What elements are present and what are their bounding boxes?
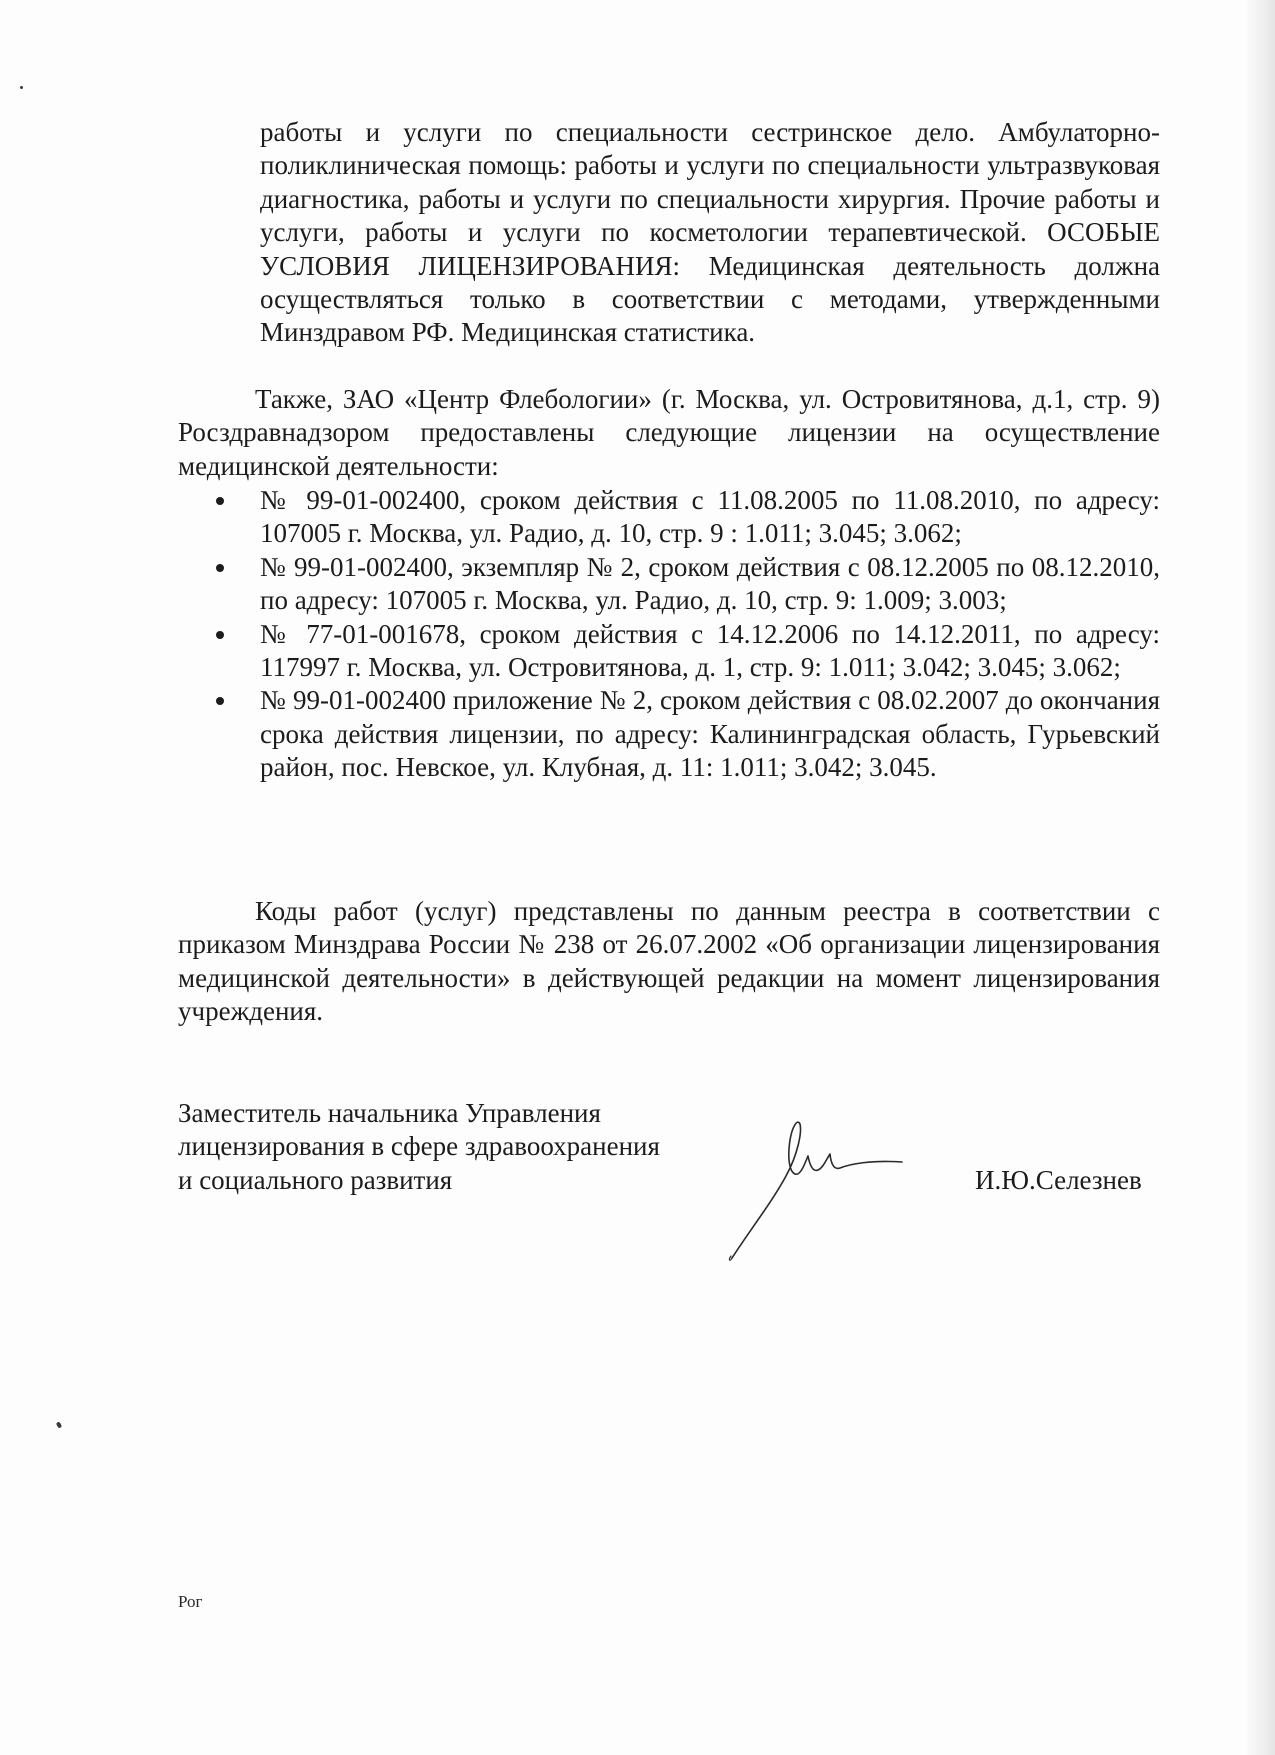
intro-paragraph: Также, ЗАО «Центр Флебологии» (г. Москва, ул. Островитянова, д.1, стр. 9) Росздравнадзором предоставлены следующие лицензии на осуществление медицинской деятельности: (178, 384, 1160, 481)
list-item (178, 684, 1160, 784)
codes-paragraph: Коды работ (услуг) представлены по данным реестра в соответствии с приказом Минздрава России № 238 от 26.07.2002 «Об организации лицензирования медицинской деятельности» в действующей редакции на момент лицензирования учреждения. (178, 896, 1160, 1027)
signer-title (178, 1097, 738, 1197)
footer-mark: Рог (178, 1592, 203, 1611)
signer-title-line: лицензирования в сфере здравоохранения (178, 1131, 660, 1162)
scan-page-edge (1247, 0, 1275, 1755)
scan-speck (56, 1421, 62, 1428)
list-item (178, 484, 1160, 551)
list-item (178, 551, 1160, 618)
scan-speck (19, 85, 23, 89)
license-text: № 99-01-002400, сроком действия с 11.08.2005 по 11.08.2010, по адресу: 107005 г. Москва, ул. Радио, д. 10, стр. 9 : 1.011; 3.045; 3.062; (260, 485, 1160, 549)
bullet-icon (216, 631, 224, 639)
license-list (178, 484, 1160, 785)
bullet-icon (216, 497, 224, 505)
bullet-icon (216, 564, 224, 572)
license-text: № 99-01-002400 приложение № 2, сроком действия с 08.02.2007 до окончания срока действия лицензии, по адресу: Калининградская область, Гурьевский район, пос. Невское, ул. Клубная, д. 11: 1.011; 3.042; 3.045. (260, 685, 1160, 783)
license-text: № 77-01-001678, сроком действия с 14.12.2006 по 14.12.2011, по адресу: 117997 г. Москва, ул. Островитянова, д. 1, стр. 9: 1.011; 3.042; 3.045; 3.062; (260, 618, 1160, 683)
license-text: № 99-01-002400, экземпляр № 2, сроком действия с 08.12.2005 по 08.12.2010, по адресу: 107005 г. Москва, ул. Радио, д. 10, стр. 9: 1.009; 3.003; (260, 551, 1160, 616)
bullet-icon (216, 697, 224, 705)
signer-title-line: Заместитель начальника Управления (178, 1098, 601, 1128)
signer-title-line: и социального развития (178, 1164, 453, 1195)
continuation-paragraph: работы и услуги по специальности сестринское дело. Амбулаторно-поликлиническая помощь: работы и услуги по специальности ультразвуковая диагностика, работы и услуги по специальности хирургия. Прочие работы и услуги, работы и услуги по косметологии терапевтической. ОСОБЫЕ УСЛОВИЯ ЛИЦЕНЗИРОВАНИЯ: Медицинская деятельность должна осуществляться только в соответствии с методами, утвержденными Минздравом РФ. Медицинская статистика. (260, 117, 1160, 348)
list-item (178, 618, 1160, 685)
signer-name: И.Ю.Селезнев (975, 1165, 1142, 1195)
handwritten-signature (720, 1110, 920, 1270)
